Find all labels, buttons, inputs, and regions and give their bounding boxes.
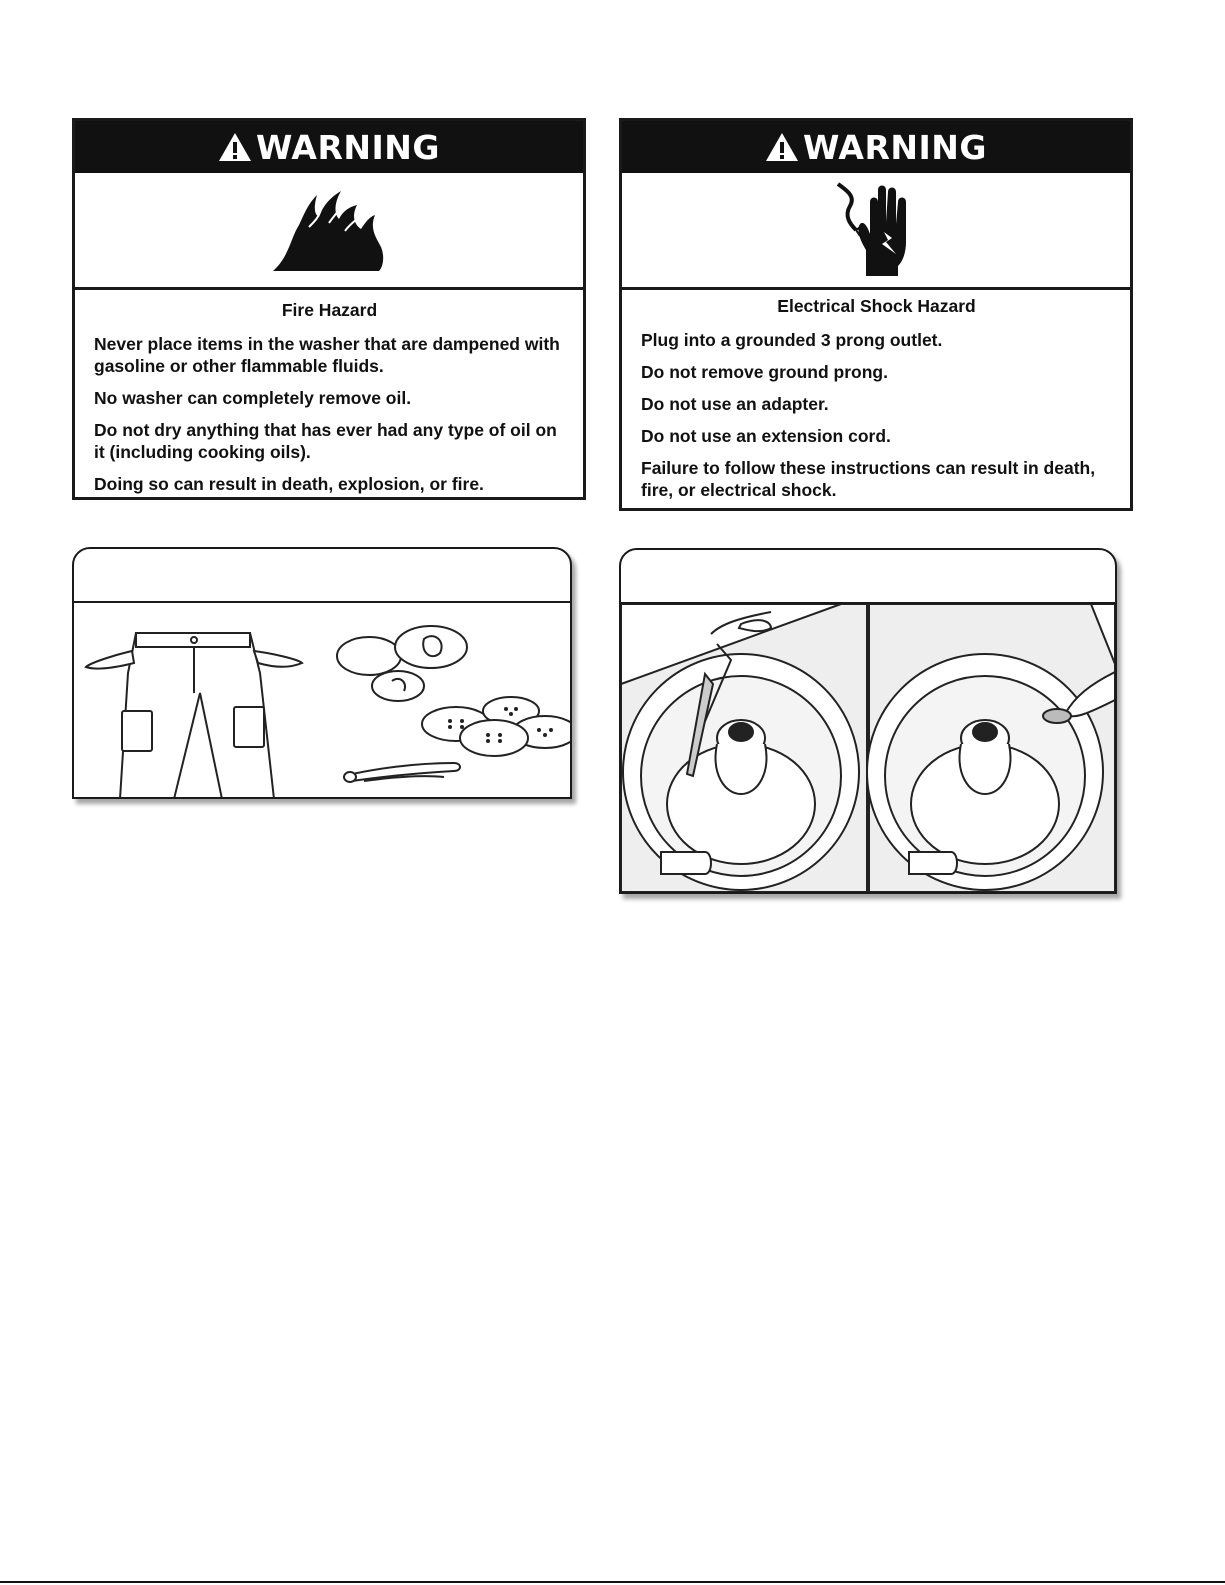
shock-icon-panel [622, 173, 1130, 290]
washer-illustration-panel [619, 548, 1117, 894]
fire-warning-line: Doing so can result in death, explosion, or fire. [94, 474, 484, 494]
illustration-header [621, 550, 1115, 604]
electric-shock-hand-icon [826, 180, 926, 280]
warning-header [75, 121, 583, 173]
shock-warning-box [619, 118, 1133, 511]
warning-header [622, 121, 1130, 173]
washer-basket-adding-detergent-illustration [621, 604, 1115, 892]
shock-warning-line: Do not use an adapter. [641, 394, 829, 414]
empty-pockets-coins-buttons-pins-illustration [74, 603, 570, 797]
alert-triangle-icon [765, 132, 799, 162]
warning-header-text: WARNING [256, 127, 440, 167]
fire-icon [269, 187, 389, 273]
warning-header-text: WARNING [803, 127, 987, 167]
shock-warning-line: Do not use an extension cord. [641, 426, 891, 446]
fire-icon-panel [75, 173, 583, 290]
shock-hazard-title: Electrical Shock Hazard [777, 296, 976, 316]
fire-hazard-title: Fire Hazard [281, 300, 378, 320]
fire-warning-line: Never place items in the washer that are dampened with gasoline or other flammable fluids. [94, 334, 560, 376]
shock-warning-line: Failure to follow these instructions can result in death, fire, or electrical shock. [641, 458, 1096, 500]
page-bottom-rule [0, 1581, 1225, 1583]
fire-warning-line: No washer can completely remove oil. [94, 388, 412, 408]
shock-warning-line: Plug into a grounded 3 prong outlet. [641, 330, 943, 350]
alert-triangle-icon [218, 132, 252, 162]
fire-warning-box [72, 118, 586, 500]
illustration-header [74, 549, 570, 603]
empty-pockets-illustration-panel [72, 547, 572, 799]
fire-warning-line: Do not dry anything that has ever had any type of oil on it (including cooking oils). [94, 420, 557, 462]
shock-warning-line: Do not remove ground prong. [641, 362, 888, 382]
